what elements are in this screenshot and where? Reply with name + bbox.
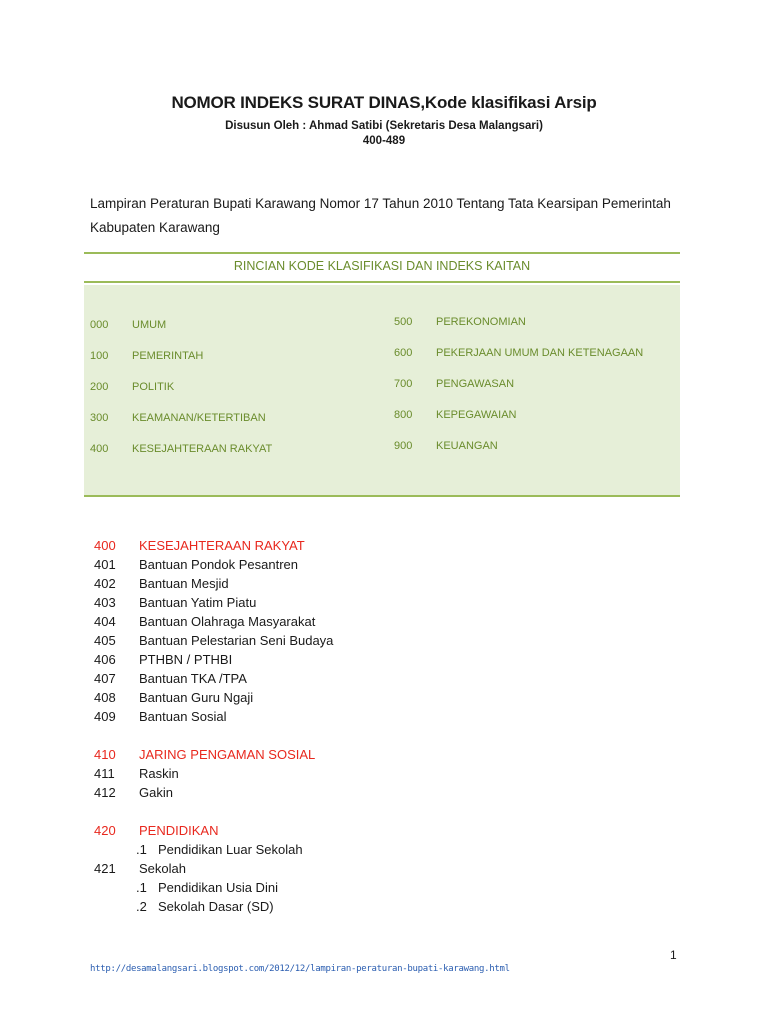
entry-code: 407: [94, 671, 116, 686]
entry-code: 409: [94, 709, 116, 724]
entry-label: Bantuan Pelestarian Seni Budaya: [139, 633, 334, 648]
entry-label: PENDIDIKAN: [139, 823, 219, 838]
entry-code: 412: [94, 785, 116, 800]
entry-label: Bantuan Yatim Piatu: [139, 595, 257, 610]
class-name: PEKERJAAN UMUM DAN KETENAGAAN: [436, 347, 644, 359]
class-code: 700: [394, 378, 413, 390]
entry-code: 404: [94, 614, 116, 629]
classification-box: [84, 285, 680, 497]
entry-label: Raskin: [139, 766, 179, 781]
entry-label: Bantuan Sosial: [139, 709, 227, 724]
entry-label: Gakin: [139, 785, 173, 800]
source-link[interactable]: http://desamalangsari.blogspot.com/2012/12/lampiran-peraturan-bupati-karawang.html: [90, 964, 510, 974]
intro-paragraph: Lampiran Peraturan Bupati Karawang Nomor 17 Tahun 2010 Tentang Tata Kearsipan Pemerintah Kabupaten Karawang: [90, 196, 671, 235]
class-code: 400: [90, 443, 109, 455]
entry-label: JARING PENGAMAN SOSIAL: [139, 747, 316, 762]
class-code: 500: [394, 316, 413, 328]
entry-label: Bantuan Mesjid: [139, 576, 229, 591]
entry-code: 403: [94, 595, 116, 610]
page-number: 1: [670, 948, 677, 962]
entry-subcode: .1: [136, 880, 147, 895]
class-name: KEPEGAWAIAN: [436, 409, 517, 421]
entry-code: 420: [94, 823, 116, 838]
class-name: POLITIK: [132, 381, 175, 393]
document-title: NOMOR INDEKS SURAT DINAS,Kode klasifikasi Arsip: [171, 93, 597, 112]
class-name: KESEJAHTERAAN RAKYAT: [132, 443, 273, 455]
class-code: 600: [394, 347, 413, 359]
class-code: 800: [394, 409, 413, 421]
class-name: KEAMANAN/KETERTIBAN: [132, 412, 266, 424]
entry-label: Bantuan Guru Ngaji: [139, 690, 254, 705]
entry-code: 401: [94, 557, 116, 572]
document-range: 400-489: [362, 135, 406, 147]
entry-label: Bantuan TKA /TPA: [139, 671, 247, 686]
entry-label: KESEJAHTERAAN RAKYAT: [139, 538, 305, 553]
entry-label: Sekolah Dasar (SD): [158, 899, 274, 914]
rincian-heading: RINCIAN KODE KLASIFIKASI DAN INDEKS KAITAN: [84, 252, 680, 283]
entry-label: Pendidikan Luar Sekolah: [158, 842, 303, 857]
class-code: 100: [90, 350, 109, 362]
entry-label: Bantuan Pondok Pesantren: [139, 557, 299, 572]
entry-label: Sekolah: [139, 861, 186, 876]
entry-code: 402: [94, 576, 116, 591]
class-code: 900: [394, 440, 413, 452]
entry-code: 411: [94, 766, 115, 781]
entry-label: Pendidikan Usia Dini: [158, 880, 278, 895]
entry-subcode: .2: [136, 899, 147, 914]
entry-label: Bantuan Olahraga Masyarakat: [139, 614, 316, 629]
class-name: PEMERINTAH: [132, 350, 204, 362]
class-name: PENGAWASAN: [436, 378, 515, 390]
entry-code: 400: [94, 538, 116, 553]
class-name: KEUANGAN: [436, 440, 498, 452]
entry-code: 405: [94, 633, 116, 648]
class-code: 300: [90, 412, 109, 424]
document-author: Disusun Oleh : Ahmad Satibi (Sekretaris Desa Malangsari): [225, 120, 543, 132]
class-code: 200: [90, 381, 109, 393]
entry-code: 406: [94, 652, 116, 667]
entry-subcode: .1: [136, 842, 147, 857]
entry-label: PTHBN / PTHBI: [139, 652, 233, 667]
entry-code: 408: [94, 690, 116, 705]
class-name: PEREKONOMIAN: [436, 316, 526, 328]
class-code: 000: [90, 319, 109, 331]
entry-code: 421: [94, 861, 116, 876]
entry-code: 410: [94, 747, 116, 762]
class-name: UMUM: [132, 319, 167, 331]
